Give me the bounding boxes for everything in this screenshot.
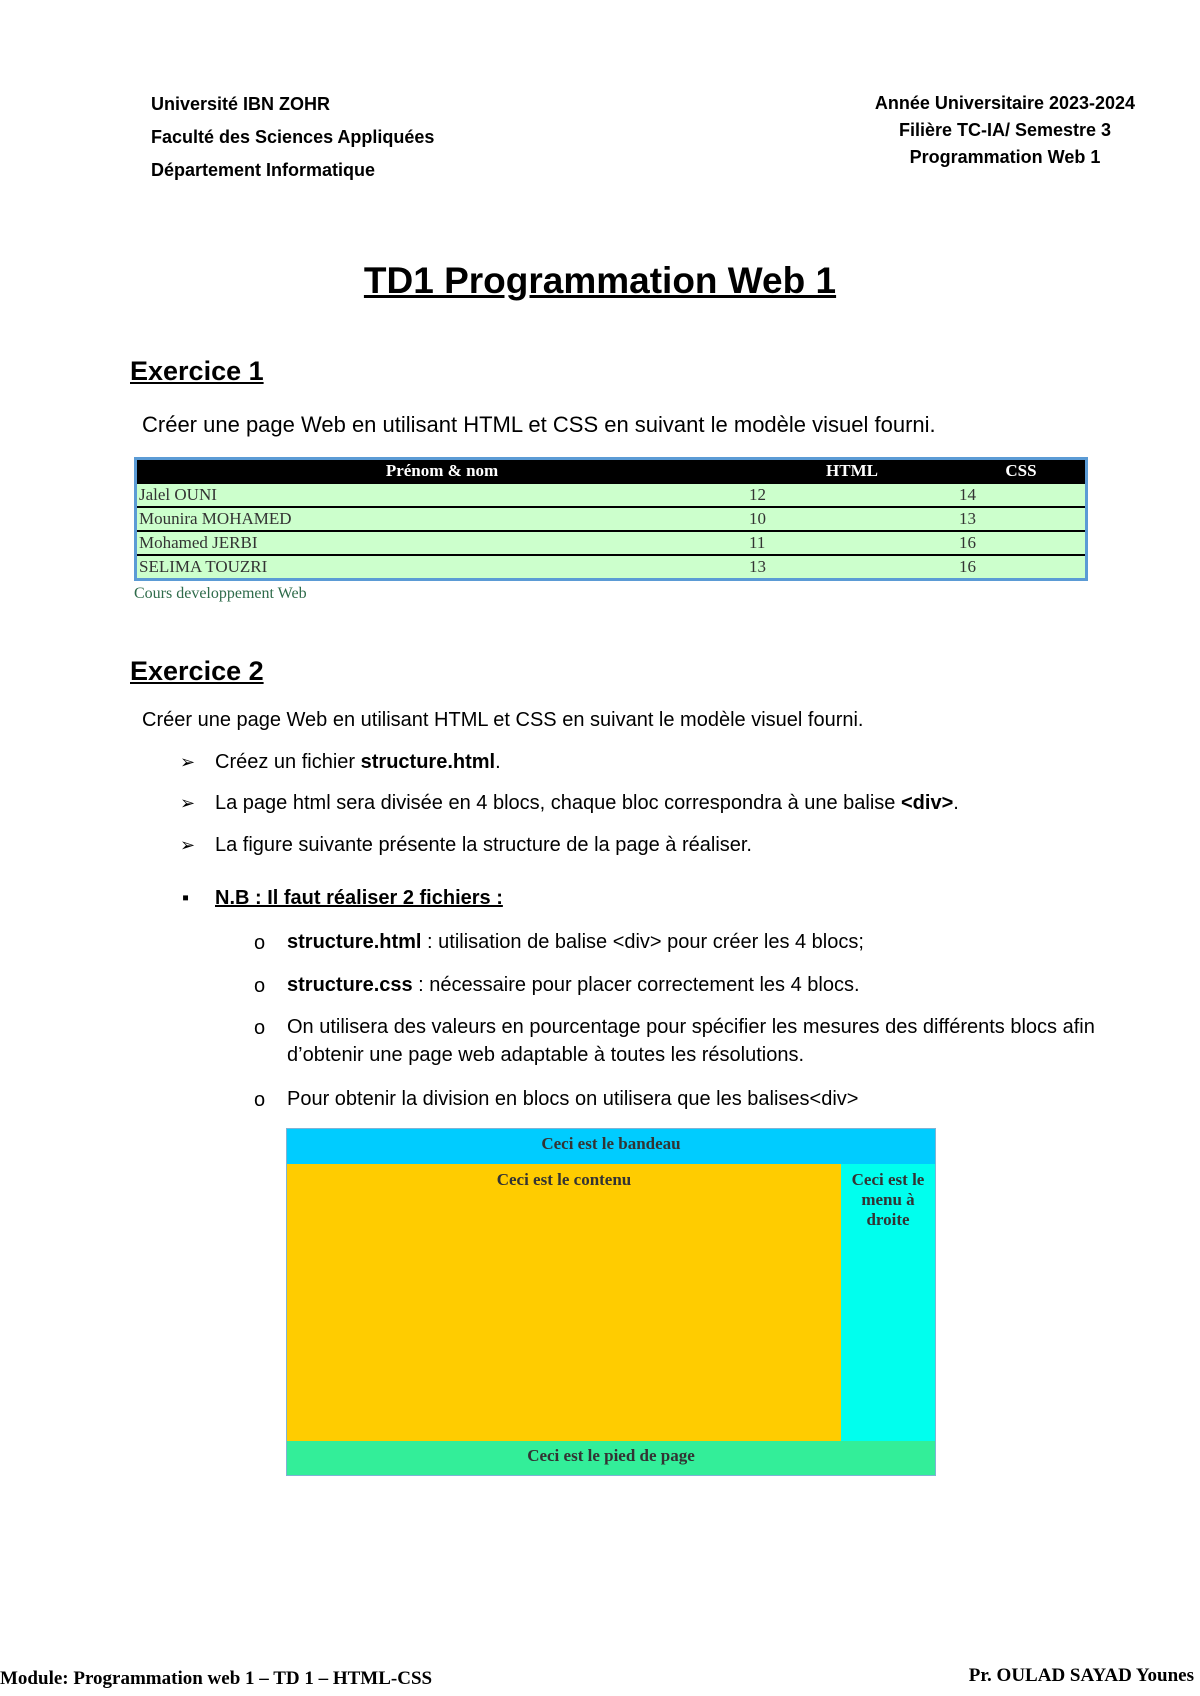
cell-html: 12 [747, 483, 957, 507]
nb-note: N.B : Il faut réaliser 2 fichiers : [215, 887, 503, 909]
cell-css: 16 [957, 531, 1085, 555]
cell-name: SELIMA TOUZRI [137, 555, 747, 578]
page-title: TD1 Programmation Web 1 [363, 260, 837, 301]
cell-name: Mounira MOHAMED [137, 507, 747, 531]
exercice1-heading: Exercice 1 [130, 356, 264, 386]
course-name: Programmation Web 1 [909, 147, 1101, 167]
department-name: Département Informatique [151, 160, 376, 180]
sub-item: Pour obtenir la division en blocs on utilisera que les balises<div> [287, 1088, 859, 1110]
table-row [137, 507, 1085, 531]
bullet-item: ➢ La page html sera divisée en 4 blocs, chaque bloc correspondra à une balise <div>. [180, 792, 959, 814]
bullet-item: ➢ Créez un fichier structure.html. [180, 751, 501, 773]
cell-css: 14 [957, 483, 1085, 507]
header-name: Prénom & nom [137, 460, 747, 483]
course-header [840, 90, 1170, 171]
header-html: HTML [747, 460, 957, 483]
arrow-bullet-icon: ➢ [180, 793, 196, 813]
circle-bullet-icon: o [254, 1017, 266, 1039]
figure-menu: Ceci est le menu à droite [841, 1164, 935, 1441]
university-name: Université IBN ZOHR [151, 94, 331, 114]
cell-html: 13 [747, 555, 957, 578]
circle-bullet-icon: o [254, 932, 266, 954]
footer-author: Pr. OULAD SAYAD Younes [968, 1665, 1194, 1686]
faculty-name: Faculté des Sciences Appliquées [151, 127, 435, 147]
table-row [137, 555, 1085, 578]
table-row [137, 483, 1085, 507]
figure-contenu: Ceci est le contenu [287, 1164, 841, 1441]
sub-item: structure.css : nécessaire pour placer correctement les 4 blocs. [287, 974, 860, 996]
arrow-bullet-icon: ➢ [180, 835, 196, 855]
exercice2-intro: Créer une page Web en utilisant HTML et CSS en suivant le modèle visuel fourni. [142, 709, 864, 731]
figure-pied: Ceci est le pied de page [287, 1441, 935, 1475]
square-bullet-icon: ▪ [182, 887, 190, 909]
sub-item: On utilisera des valeurs en pourcentage pour spécifier les mesures des différents blocs afin d’obtenir une page web adaptable à toutes les résolutions. [287, 1016, 1095, 1066]
arrow-bullet-icon: ➢ [180, 752, 196, 772]
table-row [137, 531, 1085, 555]
bullet-item: ➢ La figure suivante présente la structure de la page à réaliser. [180, 834, 752, 856]
cell-name: Jalel OUNI [137, 483, 747, 507]
institution-header [151, 88, 434, 187]
circle-bullet-icon: o [254, 1089, 266, 1111]
figure-bandeau: Ceci est le bandeau [287, 1129, 935, 1164]
cell-css: 13 [957, 507, 1085, 531]
layout-figure [286, 1128, 936, 1476]
header-css: CSS [957, 460, 1085, 483]
table-caption: Cours developpement Web [134, 585, 307, 602]
circle-bullet-icon: o [254, 975, 266, 997]
table-header-row [137, 460, 1085, 483]
academic-year: Année Universitaire 2023-2024 [874, 93, 1136, 113]
program-semester: Filière TC-IA/ Semestre 3 [898, 120, 1112, 140]
sub-item: structure.html : utilisation de balise <div> pour créer les 4 blocs; [287, 931, 864, 953]
cell-html: 10 [747, 507, 957, 531]
cell-css: 16 [957, 555, 1085, 578]
exercice1-intro: Créer une page Web en utilisant HTML et CSS en suivant le modèle visuel fourni. [142, 412, 936, 437]
cell-name: Mohamed JERBI [137, 531, 747, 555]
students-table [134, 457, 1088, 581]
cell-html: 11 [747, 531, 957, 555]
exercice2-heading: Exercice 2 [130, 656, 264, 686]
footer-module: Module: Programmation web 1 – TD 1 – HTML-CSS [0, 1668, 433, 1689]
